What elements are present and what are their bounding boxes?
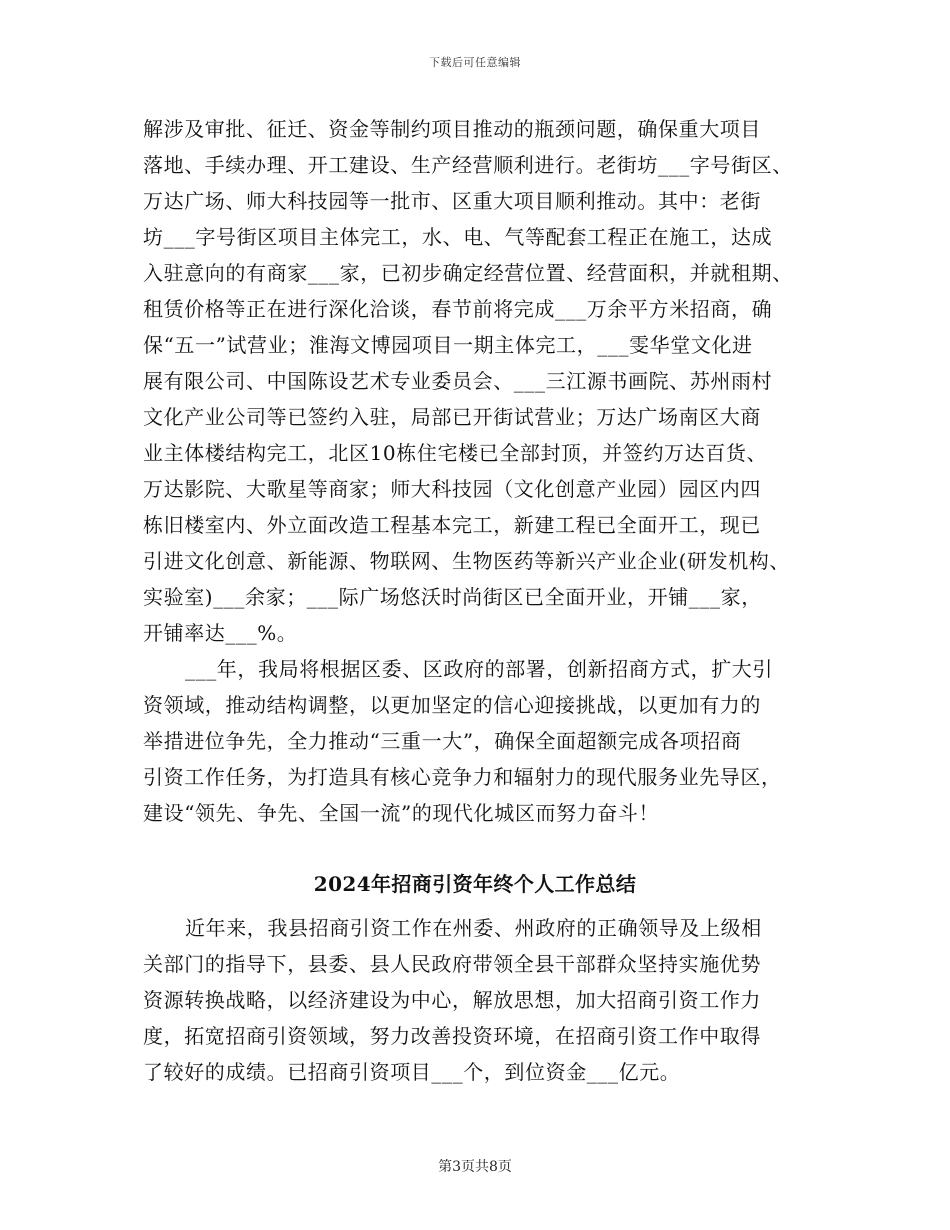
paragraph-line: 落地、手续办理、开工建设、生产经营顺利进行。老街坊___字号街区、	[143, 153, 793, 177]
body-paragraphs	[143, 111, 819, 831]
paragraph-line: 建设“领先、争先、全国一流”的现代化城区而努力奋斗！	[143, 801, 660, 825]
header-note: 下载后可任意编辑	[429, 56, 521, 69]
paragraph-line: 了较好的成绩。已招商引资项目___个，到位资金___亿元。	[143, 1060, 681, 1084]
section-title: 2024年招商引资年终个人工作总结	[313, 872, 637, 896]
section-title-wrap	[0, 868, 950, 897]
paragraph-line: 万达广场、师大科技园等一批市、区重大项目顺利推动。其中：老街	[143, 189, 761, 213]
paragraph-line: 引资工作任务，为打造具有核心竞争力和辐射力的现代服务业先导区，	[143, 765, 782, 789]
paragraph-line: 资领域，推动结构调整，以更加坚定的信心迎接挑战，以更加有力的	[143, 693, 761, 717]
page-number: 第3页共8页	[438, 1159, 512, 1175]
paragraph-line: 解涉及审批、征迁、资金等制约项目推动的瓶颈问题，确保重大项目	[143, 117, 761, 141]
paragraph-line: 展有限公司、中国陈设艺术专业委员会、___三江源书画院、苏州雨村	[143, 369, 773, 393]
paragraph-line: 租赁价格等正在进行深化洽谈，春节前将完成___万余平方米招商，确	[143, 297, 773, 321]
paragraph-line: 度，拓宽招商引资领域，努力改善投资环境，在招商引资工作中取得	[143, 1024, 761, 1048]
paragraph-line: 业主体楼结构完工，北区10栋住宅楼已全部封顶，并签约万达百货、	[143, 441, 768, 465]
paragraph-line: 万达影院、大歌星等商家；师大科技园（文化创意产业园）园区内四	[143, 477, 761, 501]
paragraph-line: 实验室)___余家；___际广场悠沃时尚街区已全面开业，开铺___家，	[143, 585, 762, 609]
paragraph-line: 资源转换战略，以经济建设为中心，解放思想，加大招商引资工作力	[143, 988, 761, 1012]
paragraph-line: 坊___字号街区项目主体完工，水、电、气等配套工程正在施工，达成	[143, 225, 773, 249]
paragraph-line: 关部门的指导下，县委、县人民政府带领全县干部群众坚持实施优势	[143, 952, 761, 976]
paragraph-line: ___年，我局将根据区委、区政府的部署，创新招商方式，扩大引	[185, 657, 773, 681]
paragraph-line: 近年来，我县招商引资工作在州委、州政府的正确领导及上级相	[185, 916, 762, 940]
paragraph-line: 引进文化创意、新能源、物联网、生物医药等新兴产业企业(研发机构、	[143, 549, 791, 573]
paragraph-line: 入驻意向的有商家___家，已初步确定经营位置、经营面积，并就租期、	[143, 261, 793, 285]
paragraph-line: 举措进位争先，全力推动“三重一大”，确保全面超额完成各项招商	[143, 729, 742, 753]
paragraph-line: 开铺率达___%。	[143, 621, 298, 645]
summary-paragraph	[143, 910, 819, 1090]
paragraph-line: 栋旧楼室内、外立面改造工程基本完工，新建工程已全面开工，现已	[143, 513, 761, 537]
paragraph-line: 文化产业公司等已签约入驻，局部已开街试营业；万达广场南区大商	[143, 405, 761, 429]
paragraph-line: 保“五一”试营业；淮海文博园项目一期主体完工，___雯华堂文化进	[143, 333, 753, 357]
